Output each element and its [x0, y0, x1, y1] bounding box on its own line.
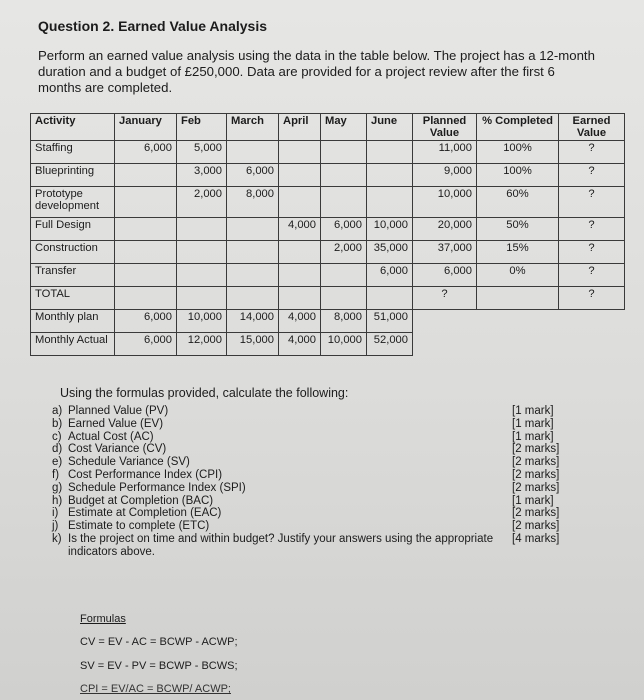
- activity-cell: Transfer: [31, 264, 115, 287]
- table-row: [31, 164, 625, 187]
- question-text: Schedule Variance (SV): [68, 456, 190, 469]
- question-marks: [1 mark]: [512, 494, 554, 507]
- question-letter: c): [52, 430, 62, 443]
- question-text: Cost Performance Index (CPI): [68, 468, 223, 481]
- value-cell: [367, 187, 413, 218]
- value-cell: [321, 164, 367, 187]
- question-text: Schedule Performance Index (SPI): [68, 481, 246, 494]
- value-cell: ?: [413, 287, 477, 310]
- value-cell: 15,000: [227, 333, 279, 356]
- value-cell: 6,000: [321, 218, 367, 241]
- list-item: [52, 405, 572, 418]
- header-cell: % Completed: [477, 114, 559, 141]
- empty-cell: [559, 310, 625, 333]
- value-cell: [115, 218, 177, 241]
- header-cell: Planned Value: [413, 114, 477, 141]
- formula-cpi: CPI = EV/AC = BCWP/ ACWP;: [80, 683, 231, 695]
- value-cell: 60%: [477, 187, 559, 218]
- activity-cell: Staffing: [31, 141, 115, 164]
- table-header-row: [31, 114, 625, 141]
- value-cell: [321, 187, 367, 218]
- list-item: [52, 495, 572, 508]
- question-text: Estimate at Completion (EAC): [68, 507, 222, 520]
- value-cell: 6,000: [115, 333, 177, 356]
- value-cell: 2,000: [321, 241, 367, 264]
- value-cell: 10,000: [177, 310, 227, 333]
- header-cell: January: [115, 114, 177, 141]
- value-cell: [177, 264, 227, 287]
- value-cell: ?: [559, 264, 625, 287]
- value-cell: [321, 264, 367, 287]
- value-cell: [279, 164, 321, 187]
- value-cell: 10,000: [367, 218, 413, 241]
- value-cell: 5,000: [177, 141, 227, 164]
- question-marks: [2 marks]: [512, 468, 560, 481]
- value-cell: [115, 241, 177, 264]
- value-cell: [177, 241, 227, 264]
- value-cell: 8,000: [321, 310, 367, 333]
- question-marks: [1 mark]: [512, 405, 554, 417]
- value-cell: [279, 264, 321, 287]
- header-cell: Activity: [31, 114, 115, 141]
- table-row: [31, 141, 625, 164]
- value-cell: [279, 241, 321, 264]
- list-item: [52, 533, 572, 559]
- value-cell: 3,000: [177, 164, 227, 187]
- value-cell: [177, 287, 227, 310]
- question-letter: k): [52, 532, 62, 545]
- value-cell: 12,000: [177, 333, 227, 356]
- question-text: Earned Value (EV): [68, 417, 164, 430]
- question-marks: [2 marks]: [512, 507, 560, 520]
- value-cell: 4,000: [279, 218, 321, 241]
- question-title: Question 2. Earned Value Analysis: [38, 18, 268, 34]
- activity-cell: TOTAL: [31, 287, 115, 310]
- value-cell: 50%: [477, 218, 559, 241]
- value-cell: ?: [559, 218, 625, 241]
- value-cell: ?: [559, 187, 625, 218]
- table-row: [31, 287, 625, 310]
- empty-cell: [477, 310, 559, 333]
- question-marks: [2 marks]: [512, 443, 560, 456]
- question-letter: f): [52, 468, 60, 481]
- list-item: [52, 431, 572, 444]
- value-cell: 15%: [477, 241, 559, 264]
- value-cell: ?: [559, 287, 625, 310]
- value-cell: 11,000: [413, 141, 477, 164]
- value-cell: 6,000: [413, 264, 477, 287]
- table-row: [31, 218, 625, 241]
- header-cell: May: [321, 114, 367, 141]
- empty-cell: [559, 333, 625, 356]
- header-cell: Feb: [177, 114, 227, 141]
- value-cell: 100%: [477, 141, 559, 164]
- empty-cell: [477, 333, 559, 356]
- value-cell: 4,000: [279, 310, 321, 333]
- value-cell: 6,000: [227, 164, 279, 187]
- value-cell: [477, 287, 559, 310]
- value-cell: 0%: [477, 264, 559, 287]
- table-row: [31, 264, 625, 287]
- activity-cell: Monthly Actual: [31, 333, 115, 356]
- question-marks: [4 marks]: [512, 532, 560, 545]
- value-cell: 4,000: [279, 333, 321, 356]
- value-cell: 2,000: [177, 187, 227, 218]
- question-text: Planned Value (PV): [68, 405, 169, 417]
- instruction-text: Using the formulas provided, calculate the following:: [60, 386, 349, 400]
- question-intro: Perform an earned value analysis using the data in the table below. The project has a 12-month duration and a budget of £250,000. Data are provided for a project review after the first 6 months are completed.: [38, 48, 595, 95]
- value-cell: 14,000: [227, 310, 279, 333]
- value-cell: [115, 164, 177, 187]
- question-letter: i): [52, 507, 59, 520]
- question-letter: h): [52, 494, 63, 507]
- question-text: Actual Cost (AC): [68, 430, 154, 443]
- header-cell: June: [367, 114, 413, 141]
- earned-value-table: [30, 113, 625, 356]
- value-cell: ?: [559, 141, 625, 164]
- empty-cell: [413, 310, 477, 333]
- table-row: [31, 333, 625, 356]
- activity-cell: Construction: [31, 241, 115, 264]
- value-cell: [115, 187, 177, 218]
- activity-cell: Monthly plan: [31, 310, 115, 333]
- question-text: Budget at Completion (BAC): [68, 494, 214, 507]
- value-cell: ?: [559, 241, 625, 264]
- value-cell: [279, 141, 321, 164]
- value-cell: [227, 287, 279, 310]
- list-item: [52, 443, 572, 456]
- value-cell: 100%: [477, 164, 559, 187]
- value-cell: [115, 287, 177, 310]
- value-cell: [227, 141, 279, 164]
- question-marks: [1 mark]: [512, 430, 554, 443]
- list-item: [52, 520, 572, 533]
- value-cell: [321, 287, 367, 310]
- list-item: [52, 456, 572, 469]
- value-cell: 6,000: [115, 310, 177, 333]
- activity-cell: Prototype development: [31, 187, 115, 218]
- value-cell: [177, 218, 227, 241]
- question-letter: e): [52, 456, 63, 469]
- value-cell: 20,000: [413, 218, 477, 241]
- question-letter: a): [52, 405, 63, 417]
- table-row: [31, 310, 625, 333]
- value-cell: 6,000: [367, 264, 413, 287]
- question-letter: d): [52, 443, 63, 456]
- question-letter: g): [52, 481, 63, 494]
- question-marks: [2 marks]: [512, 456, 560, 469]
- value-cell: 10,000: [413, 187, 477, 218]
- value-cell: 52,000: [367, 333, 413, 356]
- question-text: Is the project on time and within budget? Justify your answers using the appropriate indicators above.: [68, 532, 494, 558]
- formulas-heading: Formulas: [80, 613, 126, 625]
- value-cell: [227, 241, 279, 264]
- question-marks: [1 mark]: [512, 417, 554, 430]
- activity-cell: Blueprinting: [31, 164, 115, 187]
- question-letter: j): [52, 520, 59, 533]
- value-cell: 35,000: [367, 241, 413, 264]
- value-cell: 51,000: [367, 310, 413, 333]
- list-item: [52, 418, 572, 431]
- value-cell: 8,000: [227, 187, 279, 218]
- question-text: Cost Variance (CV): [68, 443, 167, 456]
- header-cell: Earned Value: [559, 114, 625, 141]
- value-cell: 9,000: [413, 164, 477, 187]
- value-cell: 6,000: [115, 141, 177, 164]
- value-cell: [279, 187, 321, 218]
- value-cell: [321, 141, 367, 164]
- question-list: [52, 405, 572, 559]
- question-text: Estimate to complete (ETC): [68, 520, 210, 533]
- value-cell: [115, 264, 177, 287]
- formula-cv: CV = EV - AC = BCWP - ACWP;: [80, 636, 238, 648]
- value-cell: [227, 264, 279, 287]
- value-cell: [367, 141, 413, 164]
- value-cell: [227, 218, 279, 241]
- formula-sv: SV = EV - PV = BCWP - BCWS;: [80, 660, 238, 672]
- table-row: [31, 187, 625, 218]
- list-item: [52, 469, 572, 482]
- question-letter: b): [52, 417, 63, 430]
- value-cell: ?: [559, 164, 625, 187]
- value-cell: [367, 287, 413, 310]
- list-item: [52, 482, 572, 495]
- activity-cell: Full Design: [31, 218, 115, 241]
- question-marks: [2 marks]: [512, 520, 560, 533]
- header-cell: March: [227, 114, 279, 141]
- value-cell: [279, 287, 321, 310]
- value-cell: [367, 164, 413, 187]
- question-marks: [2 marks]: [512, 481, 560, 494]
- value-cell: 10,000: [321, 333, 367, 356]
- table-row: [31, 241, 625, 264]
- value-cell: 37,000: [413, 241, 477, 264]
- list-item: [52, 507, 572, 520]
- empty-cell: [413, 333, 477, 356]
- header-cell: April: [279, 114, 321, 141]
